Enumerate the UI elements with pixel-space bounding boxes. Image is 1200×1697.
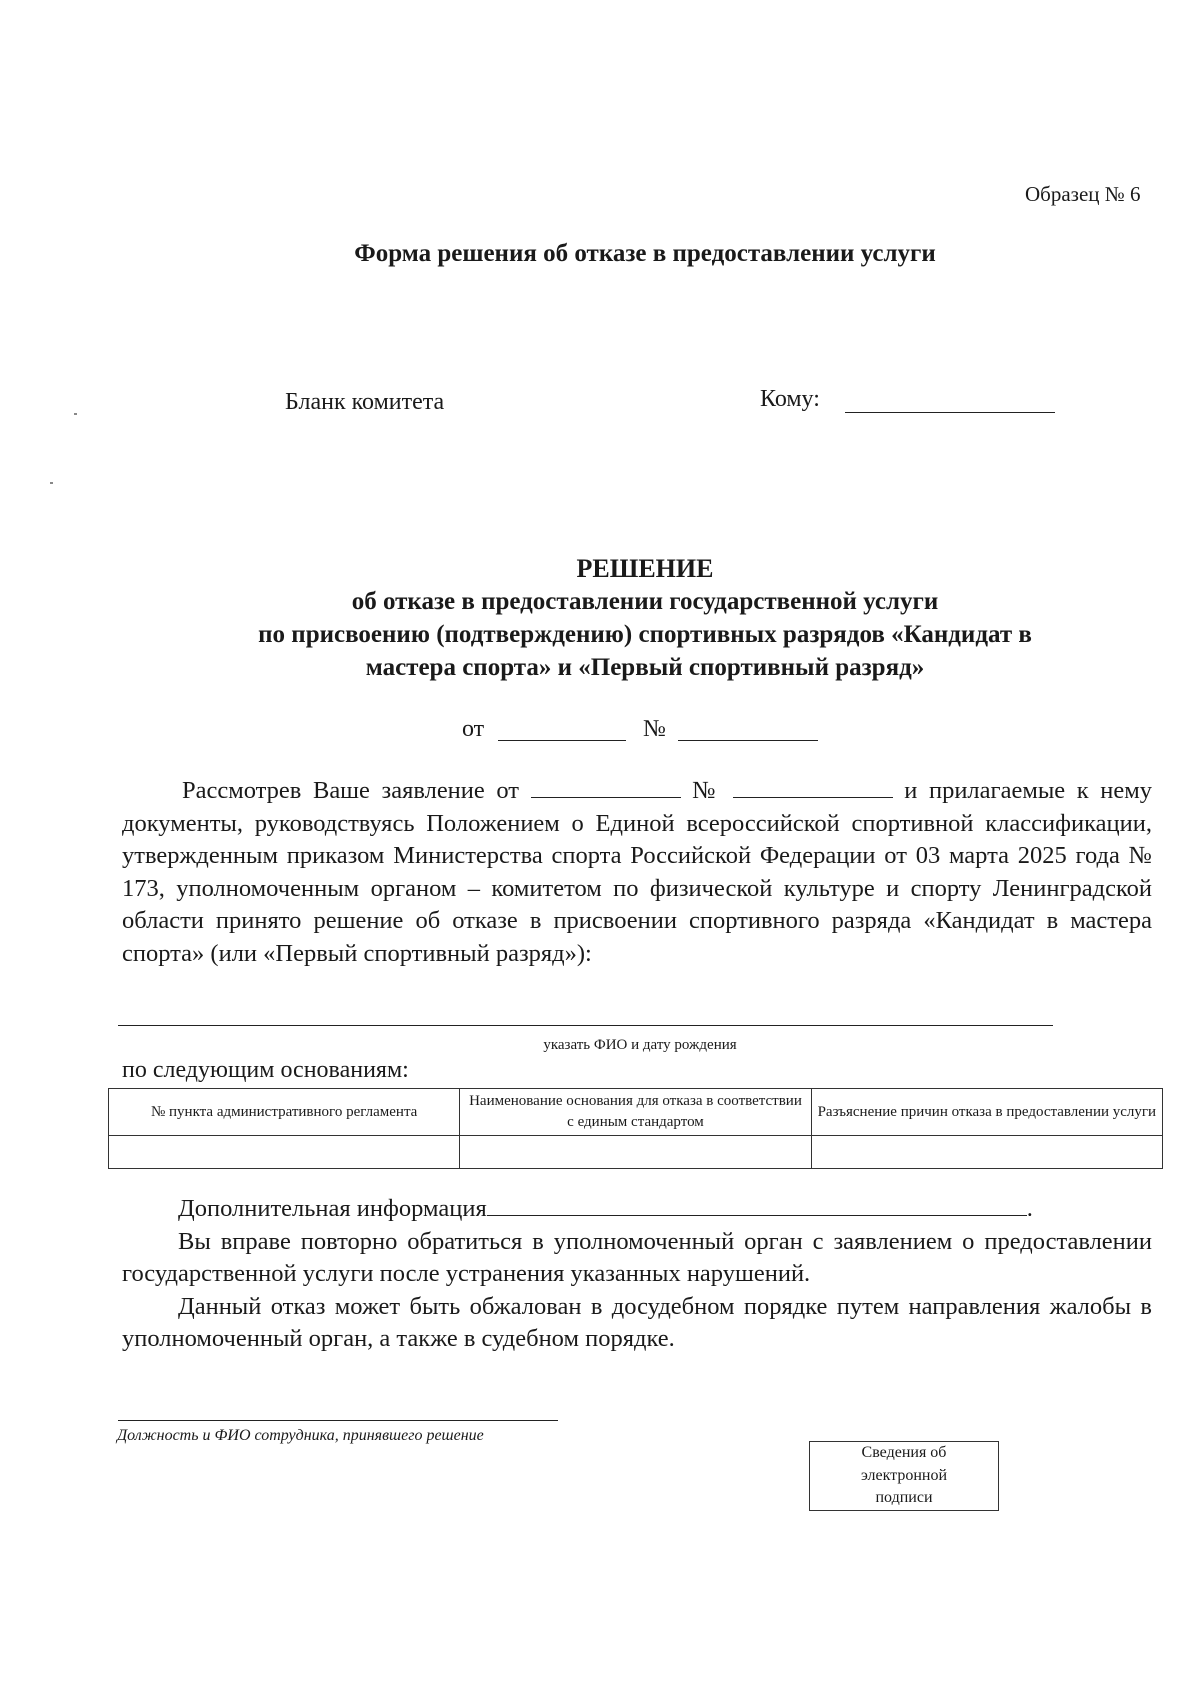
esig-text-line: электронной (860, 1466, 948, 1484)
esig-text-line: Сведения об (861, 1444, 947, 1462)
table-cell[interactable] (109, 1136, 460, 1169)
decision-date-line (498, 740, 626, 741)
signature-caption: Должность и ФИО сотрудника, принявшего решение (117, 1427, 484, 1444)
decision-number-line (678, 740, 818, 741)
grounds-label: по следующим основаниям: (122, 1057, 409, 1083)
reapply-paragraph: Вы вправе повторно обратиться в уполномоченный орган с заявлением о предоставлении государственной услуги после устранения указанных нарушений. (122, 1227, 1152, 1287)
recipient-label: Кому: (760, 386, 820, 412)
application-date-label: Рассмотрев Ваше заявление от (182, 777, 520, 804)
scan-speck (74, 413, 77, 415)
application-number-line (733, 779, 893, 798)
table-header-cell: № пункта административного регламента (109, 1089, 460, 1136)
electronic-signature-box (809, 1441, 999, 1511)
decision-number-label: № (643, 716, 666, 742)
additional-info-line (487, 1197, 1027, 1216)
additional-info-end: . (1026, 1195, 1033, 1222)
decision-subtitle-line: мастера спорта» и «Первый спортивный разряд» (365, 654, 925, 681)
decision-subtitle-line: об отказе в предоставлении государственной услуги (351, 588, 939, 615)
form-title: Форма решения об отказе в предоставлении услуги (354, 240, 936, 267)
appeal-paragraph: Данный отказ может быть обжалован в досудебном порядке путем направления жалобы в уполномоченный орган, а также в судебном порядке. (122, 1292, 1152, 1352)
signature-line (118, 1420, 558, 1421)
grounds-table (108, 1088, 1163, 1169)
closing-paragraphs (122, 1193, 1152, 1356)
esig-text-line: подписи (875, 1489, 933, 1507)
decision-date-label: от (462, 716, 485, 742)
fio-line (118, 1025, 1053, 1026)
sample-number: Образец № 6 (1025, 182, 1141, 206)
decision-subtitle-line: по присвоению (подтверждению) спортивных разрядов «Кандидат в (258, 621, 1032, 648)
table-row (109, 1136, 1163, 1169)
scan-speck (50, 482, 53, 484)
application-number-label: № (692, 777, 722, 804)
additional-info-label: Дополнительная информация (178, 1195, 487, 1222)
main-paragraph (122, 775, 1152, 970)
recipient-line (845, 412, 1055, 413)
committee-blank-label: Бланк комитета (285, 389, 445, 415)
table-cell[interactable] (460, 1136, 811, 1169)
table-header-cell: Разъяснение причин отказа в предоставлении услуги (811, 1089, 1162, 1136)
table-header-row (109, 1089, 1163, 1136)
table-cell[interactable] (811, 1136, 1162, 1169)
table-header-cell: Наименование основания для отказа в соответствии с единым стандартом (460, 1089, 811, 1136)
application-date-line (531, 779, 681, 798)
fio-caption: указать ФИО и дату рождения (543, 1037, 737, 1053)
decision-title: РЕШЕНИЕ (576, 554, 714, 583)
decision-heading (0, 552, 1200, 684)
main-paragraph-text: и прилагаемые к нему документы, руководствуясь Положением о Единой всероссийской спортивной классификации, утвержденным приказом Министерства спорта Российской Федерации от 03 марта 2025 года № 173, уполномоченным органом – комитетом по физической культуре и спорту Ленинградской области принято решение об отказе в присвоении спортивного разряда «Кандидат в мастера спорта» (или «Первый спортивный разряд»): (122, 777, 1152, 967)
